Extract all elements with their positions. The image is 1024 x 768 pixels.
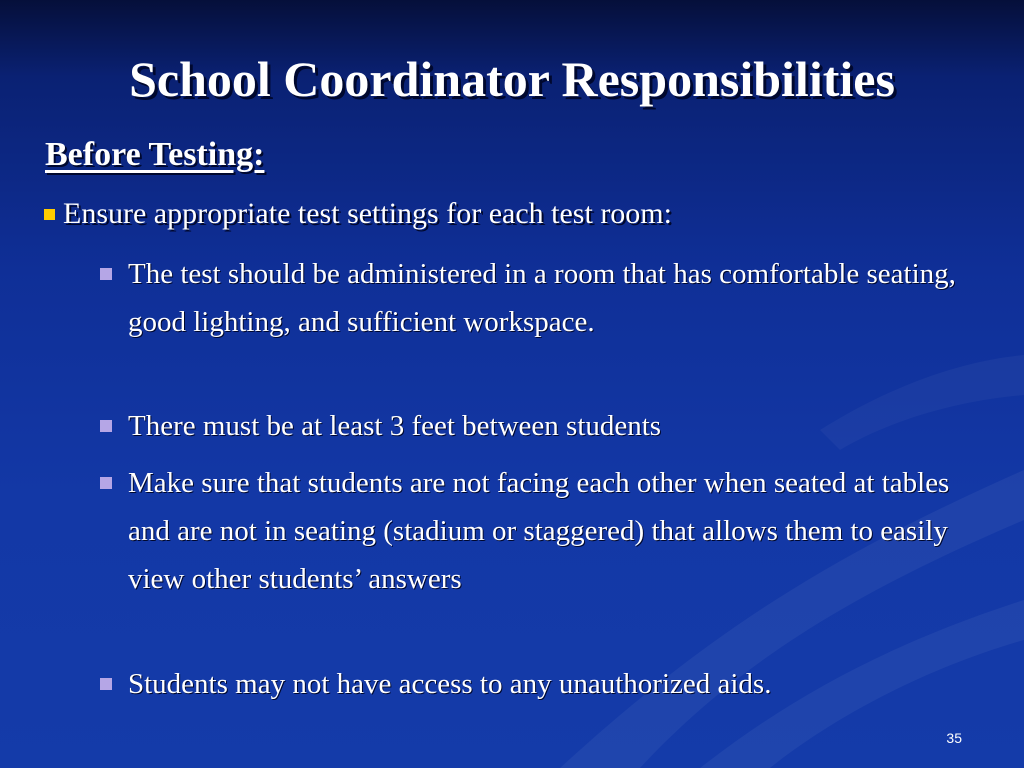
sub-bullet-text: Make sure that students are not facing each other when seated at tables and are not in seating (stadium or staggered) that allows them to easily view other students’ answers (128, 467, 950, 595)
square-bullet-icon (44, 209, 55, 220)
square-bullet-icon (100, 477, 112, 489)
sub-bullet-text: There must be at least 3 feet between students (128, 410, 662, 442)
page-number: 35 (946, 730, 962, 746)
square-bullet-icon (100, 678, 112, 690)
sub-bullet-item (100, 660, 988, 708)
square-bullet-icon (100, 420, 112, 432)
main-bullet-item (44, 197, 672, 231)
section-heading: Before Testing: (45, 136, 265, 173)
sub-bullet-item (100, 250, 988, 346)
sub-bullet-item (100, 402, 988, 450)
slide-title: School Coordinator Responsibilities (129, 51, 895, 107)
sub-bullet-text: Students may not have access to any unauthorized aids. (128, 668, 772, 700)
sub-bullet-item (100, 459, 988, 603)
main-bullet-text: Ensure appropriate test settings for each test room: (63, 197, 672, 230)
sub-bullet-text: The test should be administered in a room that has comfortable seating, good lighting, and sufficient workspace. (128, 258, 956, 338)
square-bullet-icon (100, 268, 112, 280)
